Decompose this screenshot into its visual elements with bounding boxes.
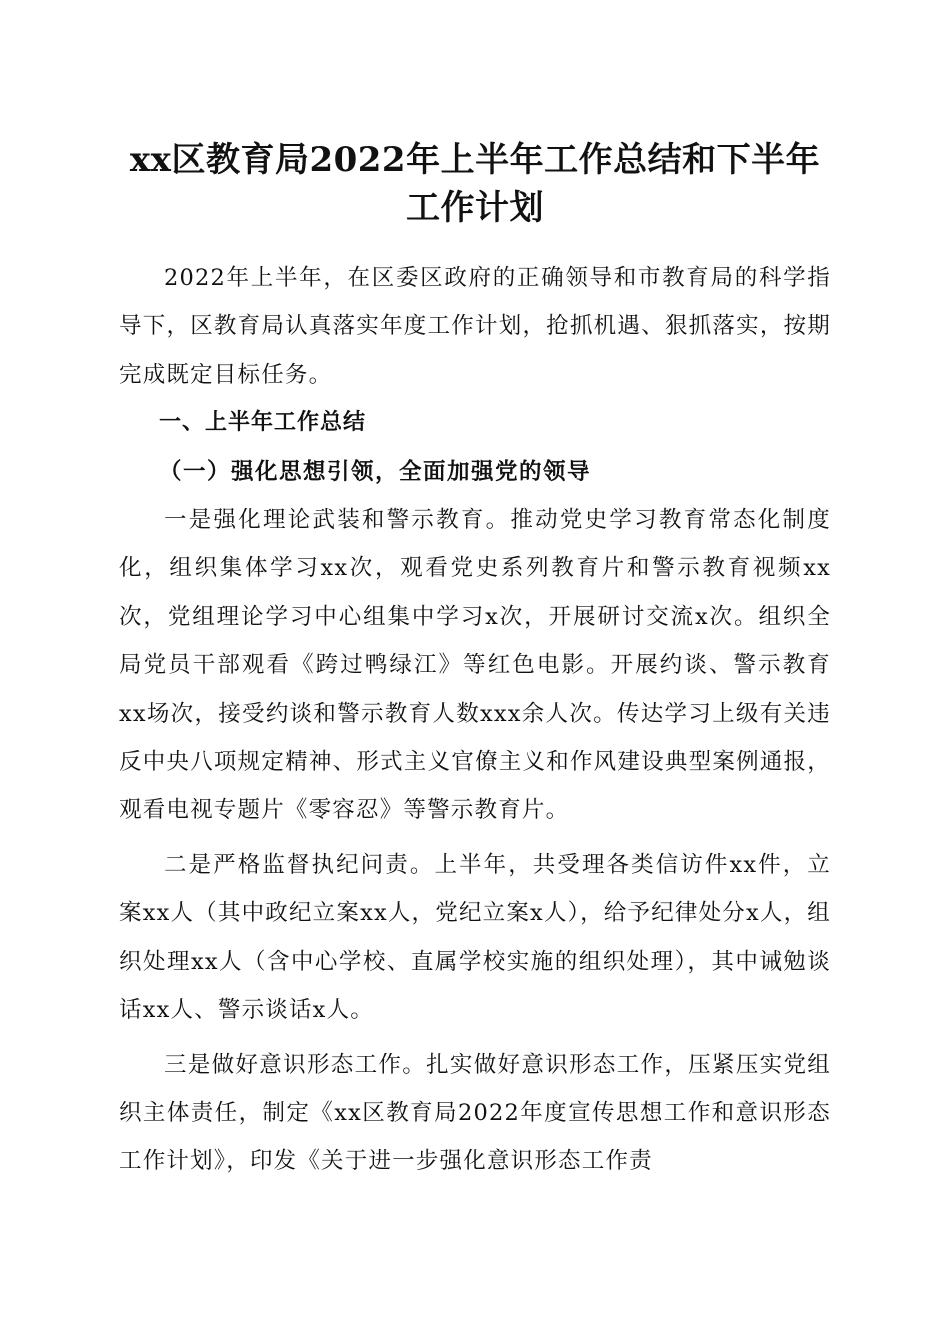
title-line-1: xx区教育局2022年上半年工作总结和下半年 [129, 140, 821, 180]
subsection-heading-1: （一）强化思想引领，全面加强党的领导 [159, 458, 592, 485]
section-heading-1: 一、上半年工作总结 [159, 410, 367, 436]
item-paragraph-2 [119, 841, 831, 1035]
item-lead-1: 一是强化理论武装和警示教育。 [164, 507, 511, 534]
title-line-2: 工作计划 [406, 188, 544, 228]
document-title [100, 136, 850, 232]
intro-paragraph: 2022年上半年，在区委区政府的正确领导和市教育局的科学指导下，区教育局认真落实年度工作计划，抢抓机遇、狠抓落实，按期完成既定目标任务。 [119, 265, 831, 388]
item-text-1: 推动党史学习教育常态化制度化，组织集体学习xx次，观看党史系列教育片和警示教育视频xx次，党组理论学习中心组集中学习x次，开展研讨交流x次。组织全局党员干部观看《跨过鸭绿江》等红色电影。开展约谈、警示教育xx场次，接受约谈和警示教育人数xxx余人次。传达学习上级有关违反中央八项规定精神、形式主义官僚主义和作风建设典型案例通报，观看电视专题片《零容忍》等警示教育片。 [119, 507, 831, 824]
item-paragraph-1 [119, 496, 831, 835]
item-text-3: 扎实做好意识形态工作，压紧压实党组织主体责任，制定《xx区教育局2022年度宣传思想工作和意识形态工作计划》，印发《关于进一步强化意识形态工作责 [119, 1051, 832, 1175]
item-text-2: 上半年，共受理各类信访件xx件，立案xx人（其中政纪立案xx人，党纪立案x人），给予纪律处分x人，组织处理xx人（含中心学校、直属学校实施的组织处理），其中诫勉谈话xx人、警示谈话x人。 [119, 851, 832, 1024]
item-lead-3: 三是做好意识形态工作。 [164, 1051, 427, 1078]
document-body [119, 254, 831, 1186]
item-lead-2: 二是严格监督执纪问责。 [164, 851, 435, 878]
item-paragraph-3 [119, 1041, 831, 1186]
